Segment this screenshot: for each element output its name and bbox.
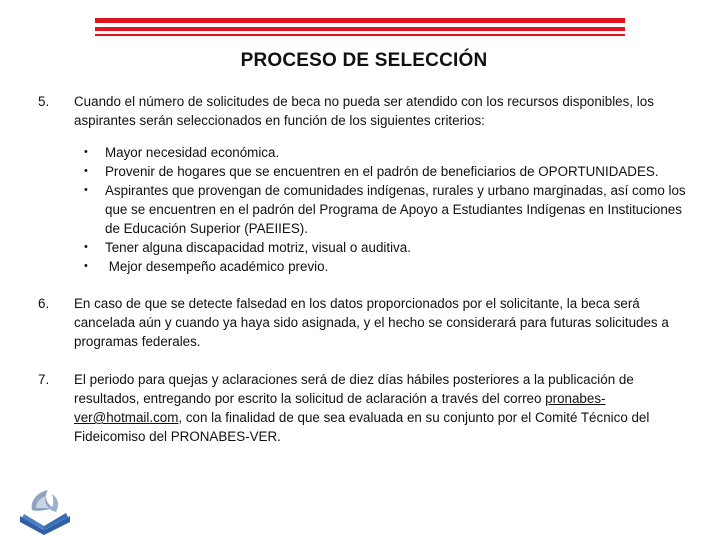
bullet-text: Mejor desempeño académico previo. — [105, 259, 329, 274]
bullet-item — [84, 162, 688, 181]
bullet-icon: • — [84, 184, 88, 196]
item-text: En caso de que se detecte falsedad en los datos proporcionados por el solicitante, la beca será cancelada aún y cuando ya haya sido asignada, y el hecho se considerará para futuras solicitudes a programas federales. — [74, 296, 669, 349]
bullet-text: Provenir de hogares que se encuentren en el padrón de beneficiarios de OPORTUNIDADES. — [105, 164, 659, 179]
bullet-text: Tener alguna discapacidad motriz, visual o auditiva. — [105, 240, 411, 255]
book-logo-icon — [14, 486, 76, 536]
bullet-item — [84, 143, 688, 162]
bullet-icon: • — [84, 146, 88, 158]
header-red-bar-bottom — [95, 34, 625, 36]
bullet-item — [84, 238, 688, 257]
item-text — [74, 370, 688, 446]
bullet-text: Mayor necesidad económica. — [105, 145, 280, 160]
bullet-icon: • — [84, 260, 88, 272]
bullet-icon: • — [84, 165, 88, 177]
item-number: 6. — [38, 296, 50, 311]
bullet-icon: • — [84, 241, 88, 253]
header-red-bar-top — [95, 18, 625, 23]
item-text-before: El periodo para quejas y aclaraciones será de diez días hábiles posteriores a la publicación de resultados, entregando por escrito la solicitud de aclaración a través del correo — [74, 372, 634, 406]
email-link[interactable]: pronabes-ver@hotmail.com — [74, 391, 606, 425]
bullet-item — [84, 257, 688, 276]
list-item-7 — [38, 370, 688, 446]
item-text: Cuando el número de solicitudes de beca no pueda ser atendido con los recursos disponibles, los aspirantes serán seleccionados en función de los siguientes criterios: — [74, 94, 654, 128]
criteria-list — [38, 92, 688, 446]
criteria-bullets — [84, 143, 688, 276]
item-text-after: , con la finalidad de que sea evaluada en su conjunto por el Comité Técnico del Fideicomiso del PRONABES-VER. — [74, 410, 650, 444]
page-title: PROCESO DE SELECCIÓN — [240, 50, 488, 71]
item-number: 5. — [38, 94, 50, 109]
header-red-bar-middle — [95, 27, 625, 31]
item-number: 7. — [38, 372, 50, 387]
list-item-6 — [38, 294, 688, 351]
list-item-5 — [38, 92, 688, 130]
bullet-text: Aspirantes que provengan de comunidades indígenas, rurales y urbano marginadas, así como los que se encuentren en el padrón del Programa de Apoyo a Estudiantes Indígenas en Instituciones de Educación Superior (PAEIIES). — [105, 183, 686, 236]
bullet-item — [84, 181, 688, 238]
